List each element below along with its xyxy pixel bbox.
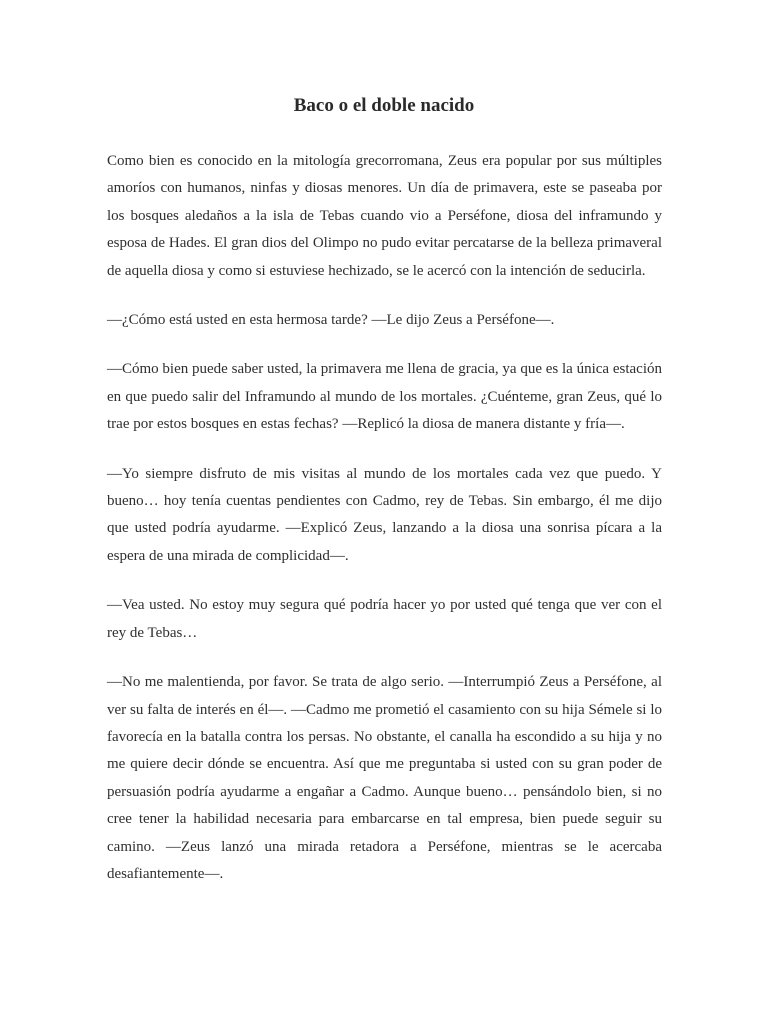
document-title: Baco o el doble nacido — [293, 95, 475, 116]
paragraph-dialogue-4: —Vea usted. No estoy muy segura qué podría hacer yo por usted qué tenga que ver con el rey de Tebas… — [107, 597, 662, 641]
document-body — [107, 148, 662, 910]
paragraph-intro: Como bien es conocido en la mitología grecorromana, Zeus era popular por sus múltiples amoríos con humanos, ninfas y diosas menores. Un día de primavera, este se paseaba por los bosques aledaños a la isla de Tebas cuando vio a Perséfone, diosa del inframundo y esposa de Hades. El gran dios del Olimpo no pudo evitar percatarse de la belleza primaveral de aquella diosa y como si estuviese hechizado, se le acercó con la intención de seducirla. — [107, 153, 662, 279]
paragraph-dialogue-2: —Cómo bien puede saber usted, la primavera me llena de gracia, ya que es la única estación en que puedo salir del Inframundo al mundo de los mortales. ¿Cuénteme, gran Zeus, qué lo trae por estos bosques en estas fechas? —Replicó la diosa de manera distante y fría—. — [107, 361, 662, 433]
paragraph-dialogue-5: —No me malentienda, por favor. Se trata de algo serio. —Interrumpió Zeus a Perséfone, al ver su falta de interés en él—. —Cadmo me prometió el casamiento con su hija Sémele si lo favorecía en la batalla contra los persas. No obstante, el canalla ha escondido a su hija y no me quiere decir dónde se encuentra. Así que me preguntaba si usted con su gran poder de persuasión podría ayudarme a engañar a Cadmo. Aunque bueno… pensándolo bien, si no cree tener la habilidad necesaria para embarcarse en tal empresa, bien puede seguir su camino. —Zeus lanzó una mirada retadora a Perséfone, mientras se le acercaba desafiantemente—. — [107, 674, 662, 882]
paragraph-dialogue-3: —Yo siempre disfruto de mis visitas al mundo de los mortales cada vez que puedo. Y bueno… hoy tenía cuentas pendientes con Cadmo, rey de Tebas. Sin embargo, él me dijo que usted podría ayudarme. —Explicó Zeus, lanzando a la diosa una sonrisa pícara a la espera de una mirada de complicidad—. — [107, 465, 662, 564]
paragraph-dialogue-1: —¿Cómo está usted en esta hermosa tarde? —Le dijo Zeus a Perséfone—. — [107, 312, 555, 329]
